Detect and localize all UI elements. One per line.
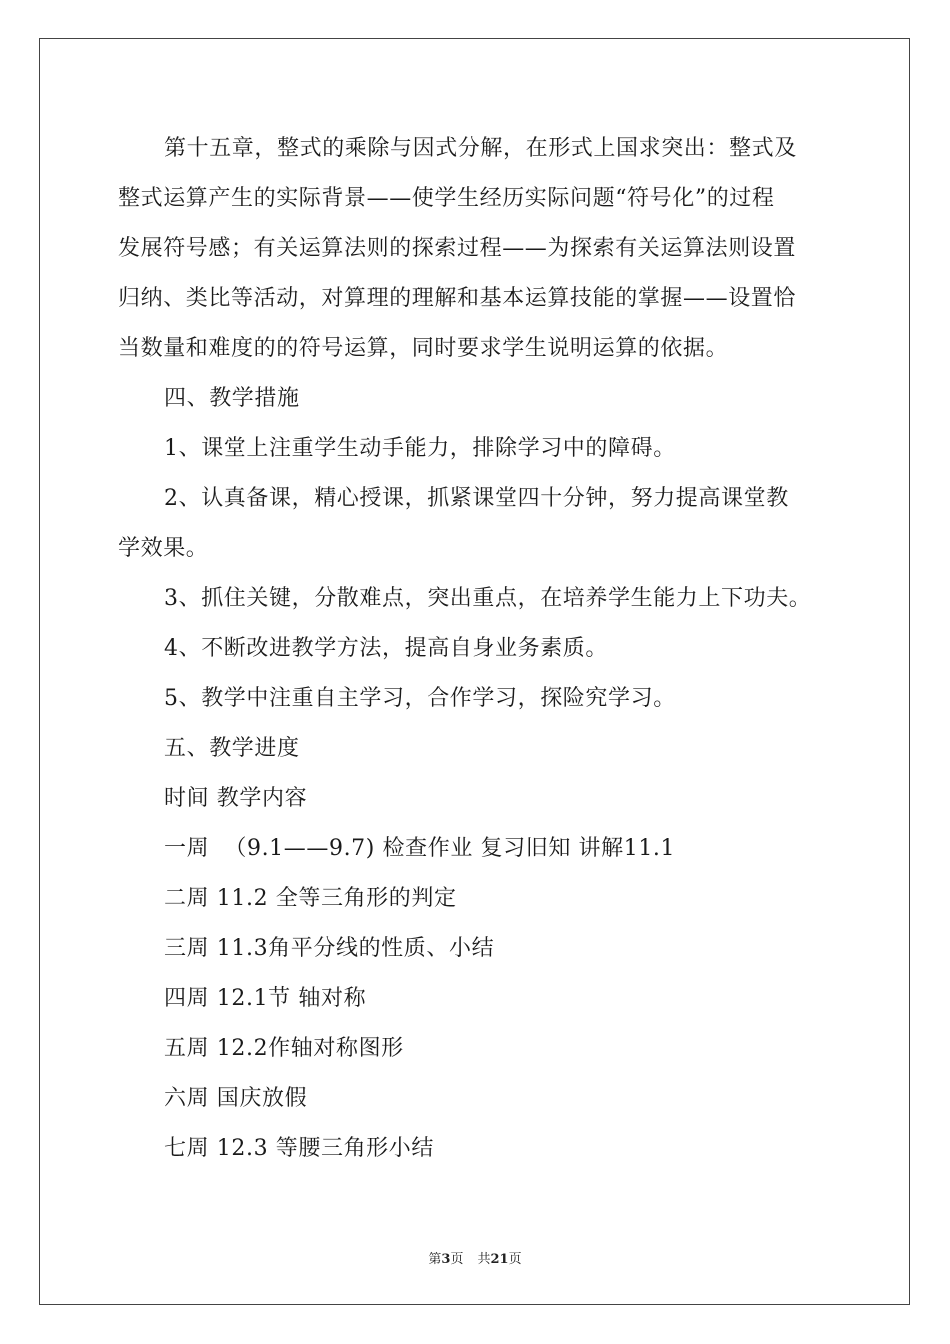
document-body (118, 124, 834, 1174)
total-prefix: 共 (477, 1252, 491, 1267)
paragraph-line: 整式运算产生的实际背景——使学生经历实际问题“符号化”的过程 (118, 186, 775, 211)
paragraph-line: 当数量和难度的的符号运算，同时要求学生说明运算的依据。 (118, 336, 729, 361)
section-heading: 五、教学进度 (164, 736, 300, 761)
page-number: 3 (441, 1252, 451, 1267)
schedule-header: 时间 教学内容 (164, 786, 308, 811)
page-suffix: 页 (450, 1252, 464, 1267)
list-item: 4、不断改进教学方法，提高自身业务素质。 (164, 636, 608, 661)
schedule-row: 五周 12.2作轴对称图形 (164, 1036, 404, 1061)
schedule-row: 二周 11.2 全等三角形的判定 (164, 886, 457, 911)
total-suffix: 页 (508, 1252, 522, 1267)
paragraph-line: 发展符号感；有关运算法则的探索过程——为探索有关运算法则设置 (118, 236, 797, 261)
schedule-row: 一周 （9.1——9.7) 检查作业 复习旧知 讲解11.1 (164, 836, 676, 861)
schedule-row: 七周 12.3 等腰三角形小结 (164, 1136, 434, 1161)
list-item: 1、课堂上注重学生动手能力，排除学习中的障碍。 (164, 436, 676, 461)
page-prefix: 第 (428, 1252, 442, 1267)
page-footer (0, 1248, 950, 1267)
list-item: 3、抓住关键，分散难点，突出重点，在培养学生能力上下功夫。 (164, 586, 812, 611)
schedule-row: 四周 12.1节 轴对称 (164, 986, 367, 1011)
list-item: 5、教学中注重自主学习，合作学习，探险究学习。 (164, 686, 676, 711)
list-item: 2、认真备课，精心授课，抓紧课堂四十分钟，努力提高课堂教 (164, 486, 789, 511)
list-item-continuation: 学效果。 (118, 536, 209, 561)
paragraph-line: 归纳、类比等活动，对算理的理解和基本运算技能的掌握——设置恰 (118, 286, 797, 311)
schedule-row: 六周 国庆放假 (164, 1086, 308, 1111)
schedule-row: 三周 11.3角平分线的性质、小结 (164, 936, 495, 961)
paragraph-line: 第十五章，整式的乘除与因式分解，在形式上国求突出：整式及 (164, 136, 797, 161)
total-pages: 21 (490, 1252, 509, 1267)
section-heading: 四、教学措施 (164, 386, 300, 411)
